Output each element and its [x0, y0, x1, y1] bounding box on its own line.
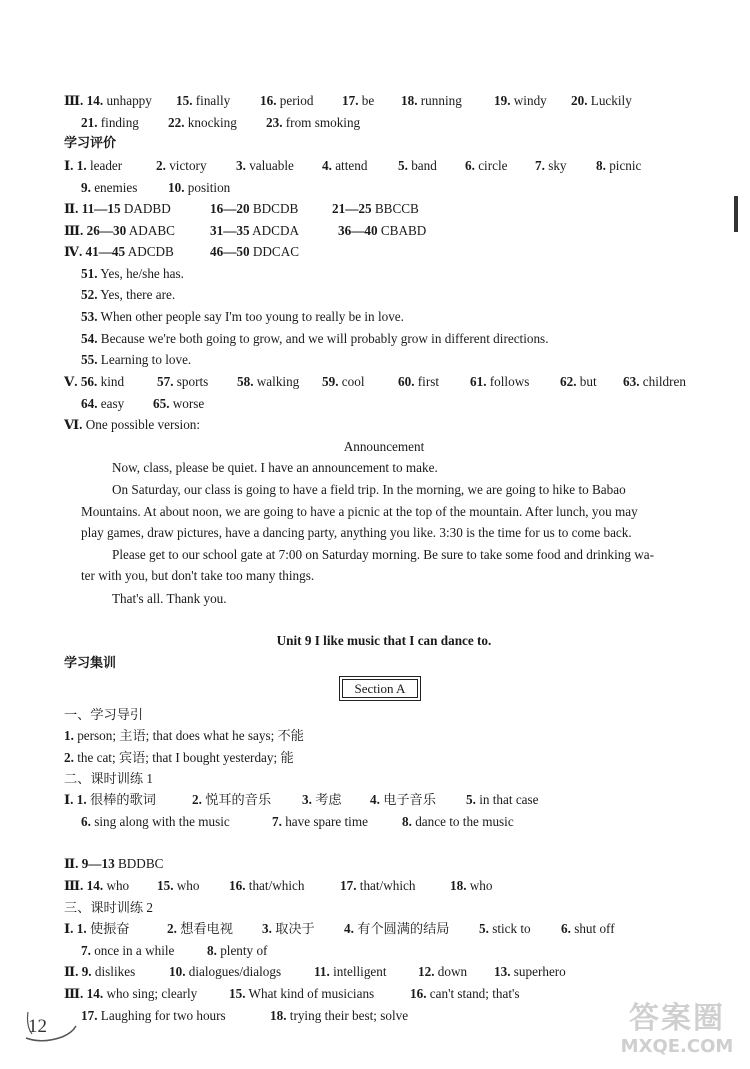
answer-item	[64, 242, 174, 262]
answer-line	[64, 415, 704, 435]
answer-item	[266, 113, 360, 133]
answer-item	[535, 156, 567, 176]
item-number: 7.	[272, 814, 282, 829]
site-watermark	[612, 1002, 742, 1064]
item-answer: dialogues/dialogs	[185, 964, 282, 979]
answer-item	[494, 91, 547, 111]
item-number: 65.	[153, 396, 170, 411]
answer-item	[596, 156, 641, 176]
item-number: 8.	[207, 943, 217, 958]
answer-item	[168, 113, 237, 133]
answer-item	[344, 919, 450, 939]
item-number: 23.	[266, 115, 283, 130]
item-number: 8.	[596, 158, 606, 173]
item-answer: Because we're both going to grow, and we will probably grow in different directions.	[97, 331, 549, 346]
item-number: Ⅲ. 14.	[64, 878, 104, 893]
answer-line	[81, 285, 721, 305]
essay-line: On Saturday, our class is going to have a field trip. In the morning, we are going to hike to Babao	[112, 482, 626, 497]
item-number: Ⅲ. 14.	[64, 93, 104, 108]
item-answer: 很棒的歌词	[86, 792, 156, 807]
item-answer: intelligent	[329, 964, 387, 979]
item-number: 4.	[322, 158, 332, 173]
item-number: 17.	[81, 1008, 98, 1023]
item-number: 64.	[81, 396, 98, 411]
answer-item	[64, 221, 175, 241]
item-answer: 考虑	[311, 792, 342, 807]
answer-item	[81, 941, 174, 961]
item-number: 2.	[64, 750, 74, 765]
answer-item	[81, 1006, 226, 1026]
item-answer: 想看电视	[176, 921, 233, 936]
item-answer: 取决于	[271, 921, 315, 936]
item-answer: ADCDA	[249, 223, 300, 238]
answer-item	[479, 919, 531, 939]
item-answer: windy	[510, 93, 547, 108]
answer-item	[64, 769, 153, 789]
item-answer: cool	[338, 374, 365, 389]
item-number: 55.	[81, 352, 98, 367]
answer-item	[207, 941, 267, 961]
item-number: 51.	[81, 266, 98, 281]
answer-item	[81, 264, 184, 284]
essay-line: ter with you, but don't take too many things.	[81, 568, 315, 583]
item-number: 8.	[402, 814, 412, 829]
item-answer: knocking	[184, 115, 237, 130]
item-answer: unhappy	[103, 93, 152, 108]
item-number: 60.	[398, 374, 415, 389]
answer-line	[64, 705, 704, 725]
answer-item	[64, 372, 124, 392]
answer-item	[64, 705, 143, 725]
item-number: 58.	[237, 374, 254, 389]
item-number: 2.	[156, 158, 166, 173]
item-answer: picnic	[605, 158, 642, 173]
item-answer: plenty of	[216, 943, 268, 958]
item-answer: 电子音乐	[379, 792, 436, 807]
item-answer: kind	[97, 374, 125, 389]
answer-line	[64, 372, 704, 392]
item-number: Ⅱ. 11—15	[64, 201, 121, 216]
answer-item	[571, 91, 632, 111]
item-number: 10.	[169, 964, 186, 979]
item-answer: have spare time	[281, 814, 368, 829]
answer-line	[81, 812, 721, 832]
answer-line	[64, 199, 704, 219]
answer-item	[262, 919, 315, 939]
item-number: 7.	[535, 158, 545, 173]
item-number: 10.	[168, 180, 185, 195]
item-answer: who	[173, 878, 200, 893]
item-answer: leader	[86, 158, 123, 173]
answer-item	[237, 372, 299, 392]
item-answer: finally	[192, 93, 231, 108]
answer-item	[402, 812, 514, 832]
item-answer: dance to the music	[411, 814, 514, 829]
item-number: 15.	[157, 878, 174, 893]
item-number: Ⅵ.	[64, 417, 83, 432]
item-number: 20.	[571, 93, 588, 108]
answer-item	[64, 919, 130, 939]
answer-line	[64, 962, 704, 982]
answer-item	[260, 91, 313, 111]
answer-item	[229, 876, 304, 896]
item-number: Ⅰ. 1.	[64, 158, 87, 173]
item-number: 9.	[81, 180, 91, 195]
answer-item	[176, 91, 230, 111]
answer-item	[64, 962, 135, 982]
answer-item	[401, 91, 462, 111]
item-number: 5.	[398, 158, 408, 173]
answer-line	[64, 876, 704, 896]
item-answer: valuable	[245, 158, 294, 173]
answer-item	[332, 199, 419, 219]
answer-item	[398, 156, 437, 176]
answer-item	[64, 876, 129, 896]
item-answer: the cat; 宾语; that I bought yesterday; 能	[73, 750, 294, 765]
item-number: 16.	[410, 986, 427, 1001]
essay-title: Announcement	[343, 439, 425, 454]
answer-item	[322, 372, 365, 392]
answer-item	[81, 350, 191, 370]
item-answer: walking	[253, 374, 300, 389]
item-number: 18.	[401, 93, 418, 108]
item-answer: running	[417, 93, 462, 108]
answer-line	[64, 748, 704, 768]
item-answer: easy	[97, 396, 125, 411]
answer-item	[81, 394, 124, 414]
item-answer: BDCDB	[249, 201, 299, 216]
item-answer: first	[414, 374, 440, 389]
item-answer: once in a while	[90, 943, 175, 958]
item-number: Ⅳ. 41—45	[64, 244, 126, 259]
answer-line	[81, 113, 721, 133]
item-answer: finding	[97, 115, 139, 130]
item-answer: trying their best; solve	[286, 1008, 409, 1023]
answer-item	[302, 790, 342, 810]
answer-item	[64, 790, 156, 810]
answer-line	[64, 898, 704, 918]
answer-line	[64, 919, 704, 939]
item-answer: superhero	[510, 964, 566, 979]
answer-item	[64, 984, 197, 1004]
item-number: 53.	[81, 309, 98, 324]
item-answer: that/which	[245, 878, 305, 893]
section-label: Section A	[342, 679, 418, 698]
item-answer: circle	[474, 158, 508, 173]
answer-item	[81, 113, 139, 133]
answer-item	[561, 919, 615, 939]
item-answer: When other people say I'm too young to really be in love.	[97, 309, 404, 324]
item-number: 13.	[494, 964, 511, 979]
item-number: 5.	[479, 921, 489, 936]
essay-line: play games, draw pictures, have a dancing party, anything you like. 3:30 is the time for us to come back.	[81, 525, 632, 540]
answer-item	[157, 372, 208, 392]
item-number: 19.	[494, 93, 511, 108]
item-answer: from smoking	[282, 115, 361, 130]
item-number: 21—25	[332, 201, 372, 216]
item-answer: shut off	[570, 921, 615, 936]
item-answer: enemies	[90, 180, 138, 195]
answer-item	[64, 199, 171, 219]
item-number: 16.	[260, 93, 277, 108]
answer-item	[81, 329, 549, 349]
item-answer: follows	[486, 374, 530, 389]
item-answer: who sing; clearly	[103, 986, 198, 1001]
section-heading: 学习评价	[64, 136, 117, 151]
answer-item	[342, 91, 374, 111]
item-number: Ⅴ. 56.	[64, 374, 98, 389]
item-number: 18.	[270, 1008, 287, 1023]
item-answer: 悦耳的音乐	[201, 792, 272, 807]
item-answer: Learning to love.	[97, 352, 192, 367]
answer-item	[465, 156, 507, 176]
item-answer: band	[407, 158, 437, 173]
answer-line	[81, 329, 721, 349]
answer-item	[81, 285, 175, 305]
item-answer: worse	[169, 396, 205, 411]
item-answer: that/which	[356, 878, 416, 893]
item-number: 59.	[322, 374, 339, 389]
item-number: 5.	[466, 792, 476, 807]
item-answer: dislikes	[91, 964, 136, 979]
answer-line	[64, 769, 704, 789]
item-number: 6.	[561, 921, 571, 936]
watermark-bottom: MXQE.COM	[620, 1036, 734, 1057]
item-answer: position	[184, 180, 231, 195]
item-number: Ⅲ. 26—30	[64, 223, 127, 238]
item-answer: period	[276, 93, 314, 108]
answer-item	[81, 307, 404, 327]
answer-item	[623, 372, 686, 392]
answer-item	[64, 748, 294, 768]
item-answer: in that case	[475, 792, 539, 807]
answer-item	[64, 91, 152, 111]
item-number: 57.	[157, 374, 174, 389]
item-number: 3.	[262, 921, 272, 936]
answer-item	[168, 178, 230, 198]
answer-line	[81, 264, 721, 284]
item-answer: but	[576, 374, 597, 389]
item-answer: One possible version:	[82, 417, 201, 432]
answer-item	[157, 876, 200, 896]
answer-line	[81, 350, 721, 370]
item-number: 1.	[64, 728, 74, 743]
item-number: 21.	[81, 115, 98, 130]
item-number: 12.	[418, 964, 435, 979]
answer-item	[210, 242, 299, 262]
item-number: 3.	[236, 158, 246, 173]
answer-item	[340, 876, 415, 896]
item-number: 17.	[340, 878, 357, 893]
answer-line	[81, 307, 721, 327]
answer-line	[64, 790, 704, 810]
answer-line	[64, 726, 704, 746]
answer-item	[81, 812, 230, 832]
item-number: 16.	[229, 878, 246, 893]
answer-item	[210, 221, 299, 241]
item-number: 15.	[229, 986, 246, 1001]
item-answer: children	[639, 374, 686, 389]
item-number: Ⅱ. 9—13	[64, 856, 115, 871]
item-number: 4.	[344, 921, 354, 936]
answer-line	[64, 156, 704, 176]
answer-item	[270, 1006, 408, 1026]
item-number: 63.	[623, 374, 640, 389]
answer-line	[81, 178, 721, 198]
item-number: 17.	[342, 93, 359, 108]
item-answer: ADABC	[126, 223, 175, 238]
answer-item	[229, 984, 374, 1004]
answer-item	[322, 156, 367, 176]
item-number: 22.	[168, 115, 185, 130]
answer-item	[64, 156, 122, 176]
essay-line: Now, class, please be quiet. I have an announcement to make.	[112, 460, 438, 475]
answer-item	[370, 790, 436, 810]
answer-item	[156, 156, 207, 176]
answer-item	[410, 984, 520, 1004]
study-heading: 学习集训	[64, 656, 117, 671]
answer-item	[418, 962, 467, 982]
item-answer: Luckily	[587, 93, 632, 108]
item-answer: Yes, there are.	[97, 287, 176, 302]
answer-item	[64, 898, 153, 918]
answer-item	[314, 962, 387, 982]
item-answer: 一、学习导引	[64, 707, 144, 722]
answer-line	[64, 91, 704, 111]
item-answer: sports	[173, 374, 209, 389]
answer-item	[167, 919, 233, 939]
answer-item	[466, 790, 539, 810]
item-number: 54.	[81, 331, 98, 346]
item-answer: Laughing for two hours	[97, 1008, 226, 1023]
item-answer: sky	[544, 158, 567, 173]
item-answer: be	[358, 93, 375, 108]
unit-title: Unit 9 I like music that I can dance to.	[276, 633, 492, 648]
item-number: 2.	[192, 792, 202, 807]
item-answer: 二、课时训练 1	[64, 771, 154, 786]
item-number: Ⅲ. 14.	[64, 986, 104, 1001]
answer-line	[64, 221, 704, 241]
item-number: Ⅱ. 9.	[64, 964, 92, 979]
watermark-top: 答案圈	[629, 1001, 725, 1036]
essay-line: Mountains. At about noon, we are going to have a picnic at the top of the mountain. After lunch, you may	[81, 504, 638, 519]
item-answer: who	[466, 878, 493, 893]
item-number: Ⅰ. 1.	[64, 921, 87, 936]
item-answer: stick to	[488, 921, 531, 936]
item-answer: Yes, he/she has.	[97, 266, 184, 281]
item-number: 4.	[370, 792, 380, 807]
answer-item	[210, 199, 298, 219]
answer-item	[338, 221, 426, 241]
item-number: 18.	[450, 878, 467, 893]
item-answer: who	[103, 878, 130, 893]
answer-item	[64, 726, 304, 746]
answer-item	[169, 962, 281, 982]
item-number: 36—40	[338, 223, 378, 238]
answer-item	[64, 854, 163, 874]
answer-item	[192, 790, 271, 810]
item-number: 11.	[314, 964, 330, 979]
page-number: 12	[28, 1016, 47, 1037]
item-answer: ADCDB	[125, 244, 174, 259]
item-answer: What kind of musicians	[245, 986, 375, 1001]
item-answer: DDCAC	[249, 244, 300, 259]
item-answer: BBCCB	[371, 201, 419, 216]
item-number: 46—50	[210, 244, 250, 259]
answer-line	[64, 854, 704, 874]
essay-line: That's all. Thank you.	[112, 591, 227, 606]
item-answer: down	[434, 964, 468, 979]
answer-line	[64, 242, 704, 262]
answer-item	[236, 156, 294, 176]
answer-item	[494, 962, 566, 982]
item-number: 16—20	[210, 201, 250, 216]
edge-mark	[734, 196, 738, 232]
item-number: 52.	[81, 287, 98, 302]
item-answer: attend	[331, 158, 368, 173]
item-number: 62.	[560, 374, 577, 389]
answer-item	[81, 178, 137, 198]
item-answer: CBABD	[377, 223, 427, 238]
answer-item	[470, 372, 529, 392]
answer-item	[398, 372, 439, 392]
item-answer: victory	[165, 158, 207, 173]
item-number: 2.	[167, 921, 177, 936]
item-number: 3.	[302, 792, 312, 807]
item-answer: 三、课时训练 2	[64, 900, 154, 915]
item-answer: 使振奋	[86, 921, 130, 936]
item-number: 6.	[81, 814, 91, 829]
item-answer: BDDBC	[114, 856, 164, 871]
answer-item	[272, 812, 368, 832]
item-number: 15.	[176, 93, 193, 108]
answer-item	[153, 394, 204, 414]
answer-line	[64, 984, 704, 1004]
item-number: 6.	[465, 158, 475, 173]
item-number: 31—35	[210, 223, 250, 238]
item-number: 7.	[81, 943, 91, 958]
answer-line	[81, 394, 721, 414]
item-answer: 有个圆满的结局	[353, 921, 450, 936]
item-answer: sing along with the music	[90, 814, 230, 829]
answer-item	[560, 372, 597, 392]
answer-item	[450, 876, 493, 896]
item-number: Ⅰ. 1.	[64, 792, 87, 807]
item-answer: DADBD	[120, 201, 171, 216]
essay-line: Please get to our school gate at 7:00 on Saturday morning. Be sure to take some food and drinking wa-	[112, 547, 655, 562]
answer-line	[81, 941, 721, 961]
item-answer: person; 主语; that does what he says; 不能	[73, 728, 304, 743]
item-number: 61.	[470, 374, 487, 389]
answer-item	[64, 415, 200, 435]
item-answer: can't stand; that's	[426, 986, 520, 1001]
